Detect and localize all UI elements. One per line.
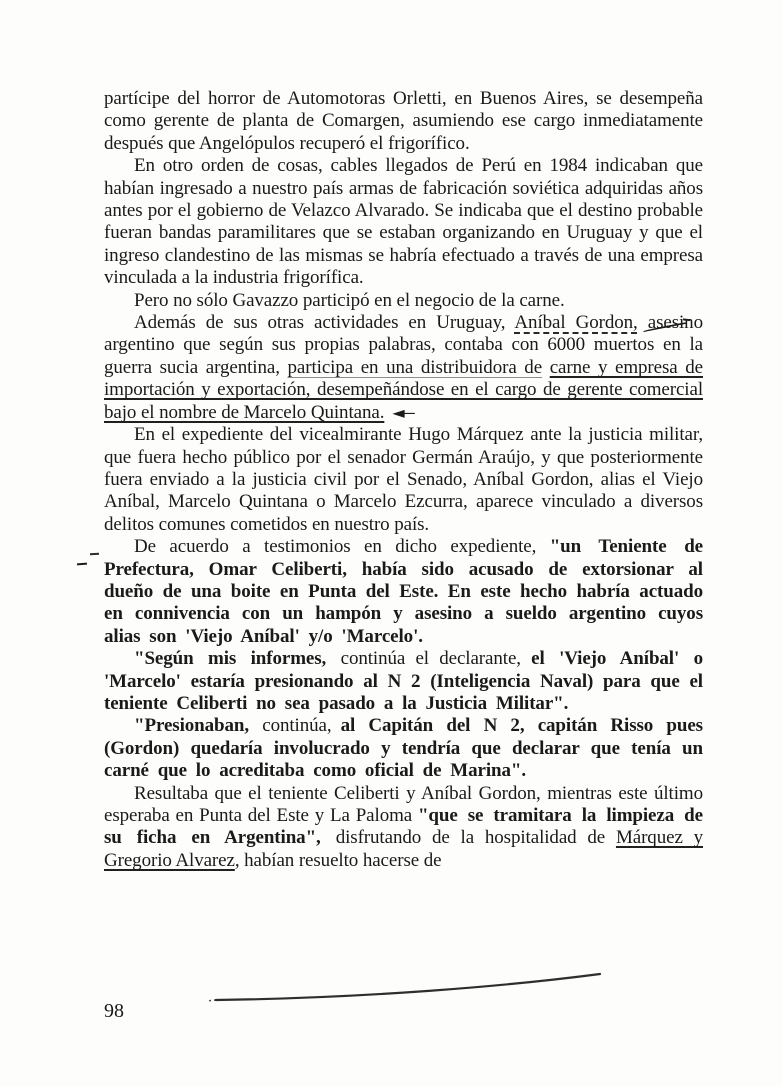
paragraph — [104, 783, 703, 873]
body-text — [104, 88, 703, 872]
paragraph — [104, 424, 703, 536]
text-segment: En el expediente del vicealmirante Hugo Márquez ante la justicia militar, que fuera hecho público por el senador Germán Araújo, y que posteriormente fuera enviado a la justicia civil por el Senado, Aníbal Gordon, alias el Viejo Aníbal, Marcelo Quintana o Marcelo Ezcurra, aparece vinculado a diversos delitos comunes cometidos en nuestro país. — [104, 424, 703, 535]
margin-dash-mark — [90, 553, 99, 555]
pen-underline-tail — [198, 966, 618, 1008]
text-segment: Pero no sólo Gavazzo participó en el negocio de la carne. — [134, 289, 565, 311]
paragraph — [104, 715, 703, 782]
text-segment: "un Teniente de Prefectura, Omar Celiberti, había sido acusado de extorsionar al dueño de una boite en Punta del Este. En este hecho habría actuado en connivencia con un hampón y asesino a sueldo argentino cuyos alias son 'Viejo Aníbal' y/o 'Marcelo'. — [104, 536, 703, 647]
text-segment: "que se tramitara la limpieza de su ficha en Argentina", — [104, 805, 703, 849]
text-segment: el 'Viejo Aníbal' o 'Marcelo' estaría presionando al N 2 (Inteligencia Naval) para que el teniente Celiberti no sea pasado a la Justicia Militar". — [104, 648, 703, 714]
text-segment: "Presionaban, — [134, 715, 263, 737]
text-segment: Márquez y Gregorio Alvarez — [104, 827, 704, 871]
text-segment — [542, 357, 550, 378]
text-segment: continúa el declarante, — [340, 648, 532, 670]
text-segment: De acuerdo a testimonios en dicho expediente, — [134, 536, 550, 558]
text-segment: Aníbal Gordon, — [514, 312, 638, 334]
margin-dash-mark — [77, 563, 87, 566]
text-segment: carne y empresa de importación y exportación, desempeñándose en el cargo de gerente comercial bajo el nombre de Marcelo Quintana. — [104, 356, 703, 423]
text-segment: participa en una distribuidora de — [287, 356, 543, 378]
paragraph — [104, 88, 703, 155]
text-segment: partícipe del horror de Automotoras Orletti, en Buenos Aires, se desempeña como gerente de planta de Comargen, asumiendo ese cargo inmediatamente después que Angelópulos recuperó el frigorífico. — [104, 88, 703, 154]
pen-arrow-annotation: ◄— — [392, 402, 411, 422]
text-segment: En otro orden de cosas, cables llegados de Perú en 1984 indicaban que habían ingresado a nuestro país armas de fabricación soviética adquiridas años antes por el gobierno de Velazco Alvarado. Se indicaba que el destino probable fueran bandas paramilitares que se estaban organizando en Uruguay y que el ingreso clandestino de las mismas se habría efectuado a través de una empresa vinculada a la industria frigorífica. — [104, 155, 703, 289]
text-segment: al Capitán del N 2, capitán Risso pues (Gordon) quedaría involucrado y tendría que declarar que tenía un carné que lo acreditaba como oficial de Marina". — [104, 715, 703, 782]
text-segment: Además de sus otras actividades en Uruguay, — [134, 312, 515, 334]
text-segment: , habían resuelto hacerse de — [234, 849, 442, 871]
text-segment: Resultaba que el teniente Celiberti y Aníbal Gordon, mientras este último esperaba en Punta del Este y La Paloma — [104, 782, 703, 826]
page-number: 98 — [104, 1000, 124, 1022]
paragraph — [104, 536, 703, 648]
text-segment: "Según mis informes, — [134, 648, 341, 670]
paragraph — [104, 648, 703, 715]
paragraph — [104, 290, 703, 312]
paragraph — [104, 155, 703, 289]
text-segment: disfrutando de la hospitalidad de — [335, 827, 616, 849]
text-segment: asesino argentino que según sus propias palabras, contaba con 6000 muertos en la guerra sucia argentina, — [104, 312, 703, 378]
text-segment: continúa, — [262, 715, 341, 737]
paragraph — [104, 312, 703, 424]
